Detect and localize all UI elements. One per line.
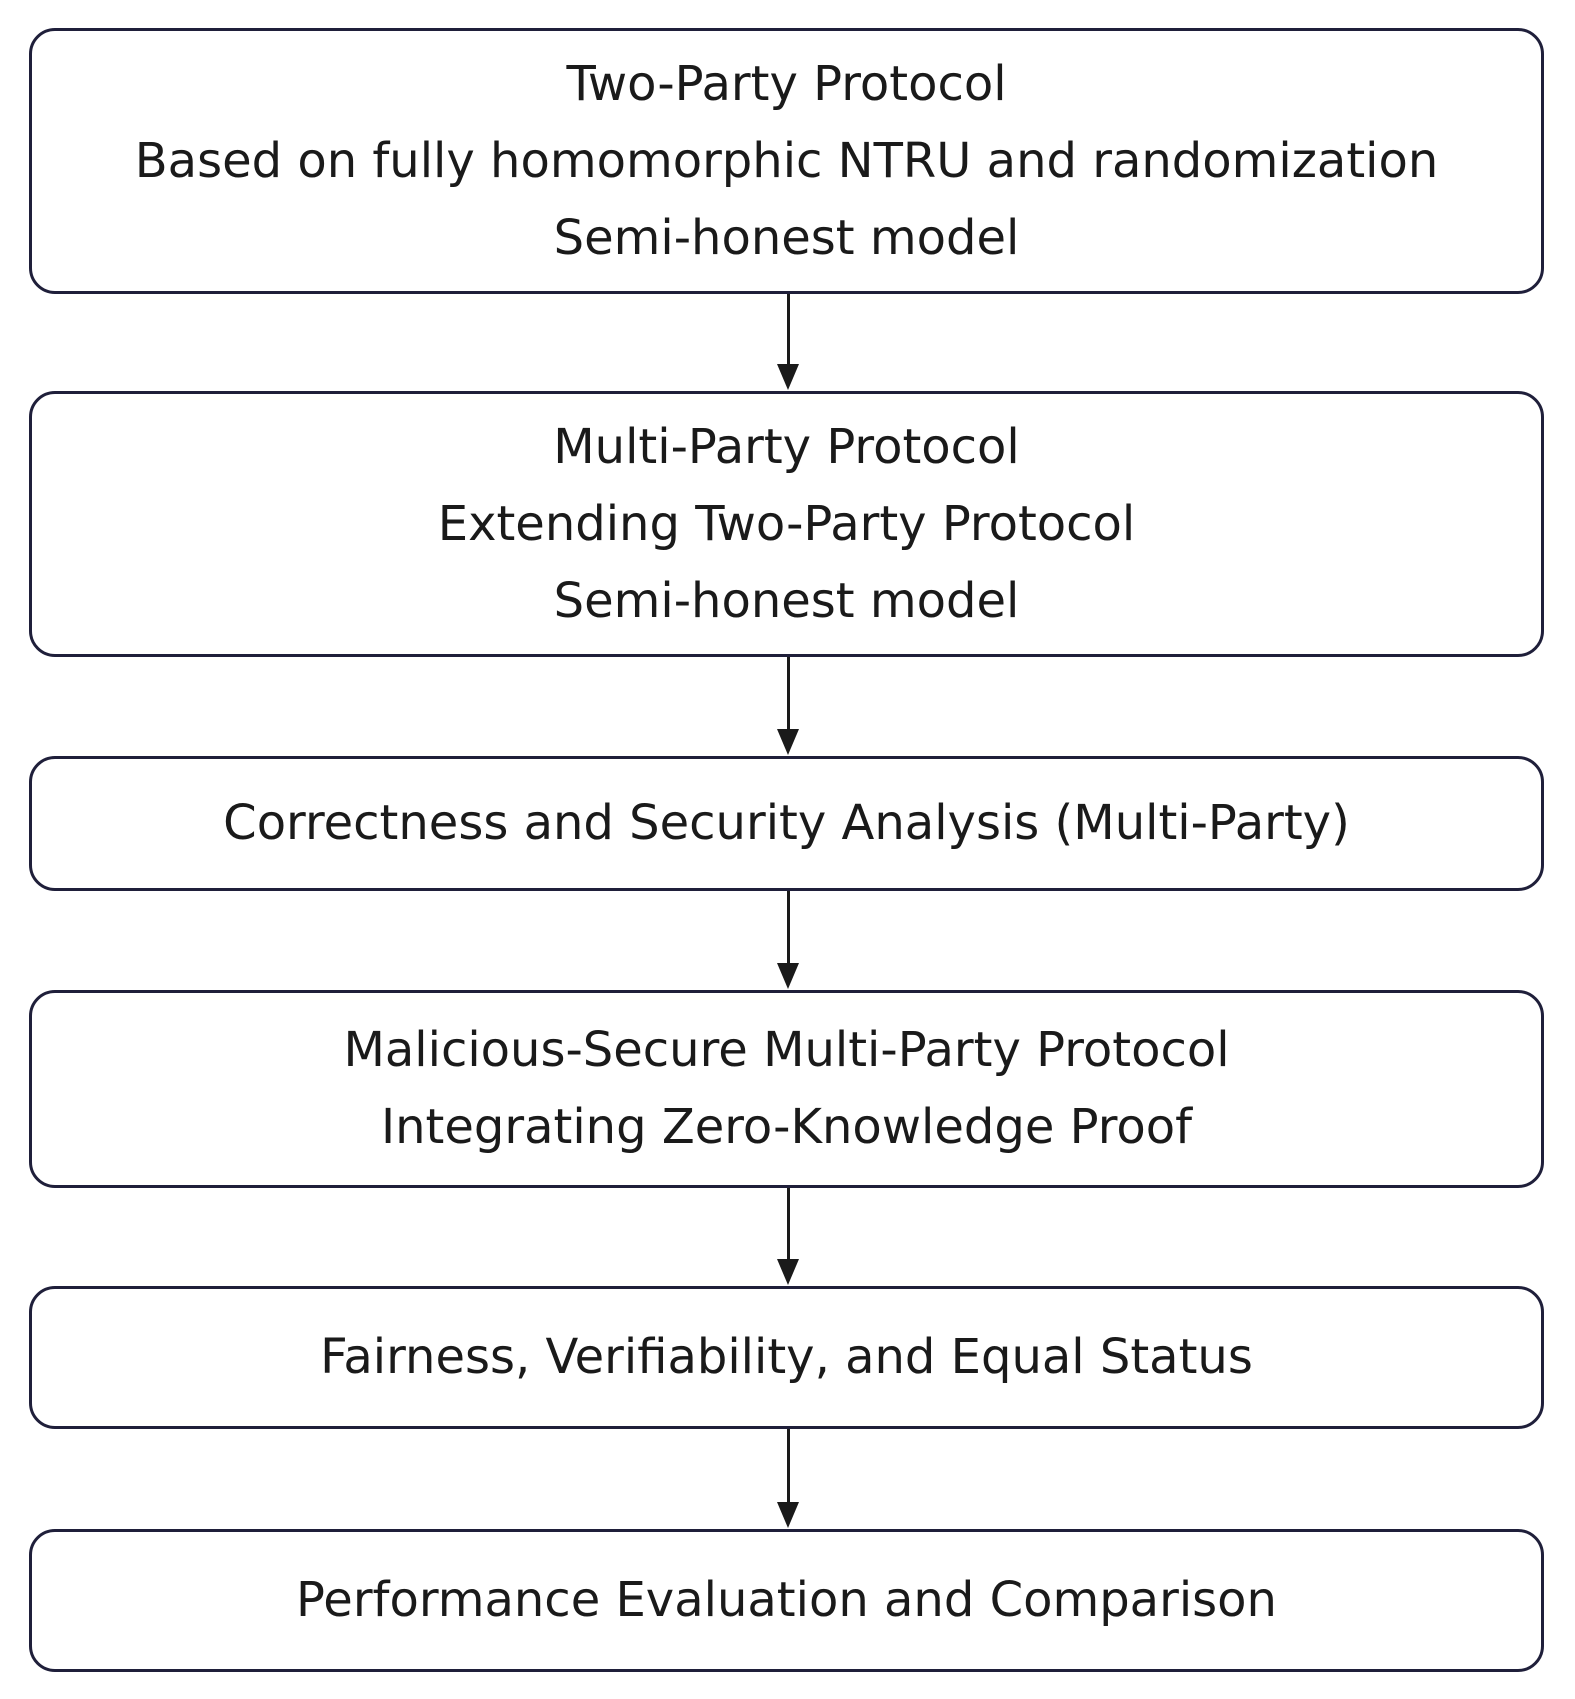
step-1-title: Two-Party Protocol bbox=[566, 55, 1007, 112]
arrowhead-icon bbox=[777, 1502, 799, 1528]
step-1-model: Semi-honest model bbox=[553, 209, 1020, 266]
step-correctness-security-analysis bbox=[29, 756, 1544, 891]
step-two-party-protocol bbox=[29, 28, 1544, 294]
arrowhead-icon bbox=[777, 729, 799, 755]
step-4-detail: Integrating Zero-Knowledge Proof bbox=[380, 1099, 1193, 1155]
step-2-model: Semi-honest model bbox=[553, 572, 1020, 629]
arrow-4-to-5 bbox=[777, 1188, 799, 1285]
step-4-title: Malicious-Secure Multi-Party Protocol bbox=[343, 1022, 1230, 1078]
arrow-1-to-2 bbox=[777, 294, 799, 390]
step-fairness-verifiability bbox=[29, 1286, 1544, 1429]
step-2-title: Multi-Party Protocol bbox=[553, 418, 1020, 475]
arrowhead-icon bbox=[777, 963, 799, 989]
step-5-title: Fairness, Verifiability, and Equal Status bbox=[320, 1329, 1253, 1385]
step-multi-party-protocol bbox=[29, 391, 1544, 657]
step-performance-evaluation bbox=[29, 1529, 1544, 1672]
arrow-5-to-6 bbox=[777, 1429, 799, 1528]
arrow-2-to-3 bbox=[777, 657, 799, 755]
arrowhead-icon bbox=[777, 364, 799, 390]
arrowhead-icon bbox=[777, 1259, 799, 1285]
step-malicious-secure-protocol bbox=[29, 990, 1544, 1188]
step-6-title: Performance Evaluation and Comparison bbox=[296, 1572, 1277, 1628]
step-3-title: Correctness and Security Analysis (Multi-Party) bbox=[223, 795, 1350, 851]
step-2-detail: Extending Two-Party Protocol bbox=[437, 495, 1136, 552]
arrow-3-to-4 bbox=[777, 891, 799, 989]
step-1-detail: Based on fully homomorphic NTRU and randomization bbox=[134, 132, 1439, 189]
